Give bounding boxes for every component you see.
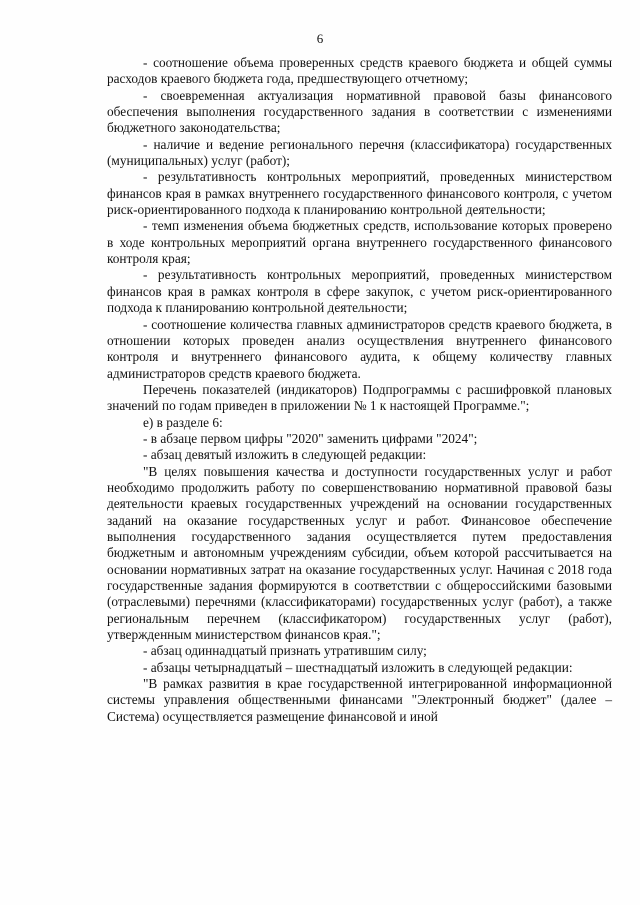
paragraph: - абзац одиннадцатый признать утратившим силу; (143, 643, 427, 659)
paragraph: - темп изменения объема бюджетных средств, использование которых проверено в ходе контрольных мероприятий органа внутреннего государственного финансового контроля края; (107, 218, 612, 267)
paragraph: - наличие и ведение регионального перечня (классификатора) государственных (муниципальных) услуг (работ); (107, 136, 612, 169)
paragraph: Перечень показателей (индикаторов) Подпрограммы с расшифровкой плановых значений по годам приведен в приложении № 1 к настоящей Программе."; (107, 381, 612, 414)
paragraph: - соотношение объема проверенных средств краевого бюджета и общей суммы расходов краевого бюджета года, предшествующего отчетному; (107, 55, 612, 87)
page-number: 6 (316, 31, 324, 46)
paragraph: - результативность контрольных мероприятий, проведенных министерством финансов края в рамках внутреннего государственного финансового контроля, с учетом риск-ориентированного подхода к планированию контрольной деятельности; (107, 169, 612, 218)
paragraph: - в абзаце первом цифры "2020" заменить цифрами "2024"; (143, 430, 478, 446)
paragraph: - абзац девятый изложить в следующей редакции: (143, 447, 427, 463)
paragraph: "В целях повышения качества и доступности государственных услуг и работ необходимо продолжить работу по совершенствованию нормативной правовой базы деятельности краевых государственных учреждений на основании государственных заданий на оказание государственных услуг и работ. Финансовое обеспечение выполнения государственного задания осуществляется путем предоставления бюджетным и автономным учреждениям субсидии, объем которой рассчитывается на основании нормативных затрат на оказание государственных услуг. Начиная с 2018 года государственные задания формируются в соответствии с общероссийскими базовыми (отраслевыми) перечнями (классификаторами) государственных услуг (работ), а также региональным перечнем (классификатором) государственных услуг (работ), утвержденным министерством финансов края."; (107, 463, 612, 643)
paragraph: - абзацы четырнадцатый – шестнадцатый изложить в следующей редакции: (143, 659, 573, 675)
paragraph: е) в разделе 6: (143, 414, 223, 430)
document-body (107, 55, 612, 725)
paragraph: - соотношение количества главных администраторов средств краевого бюджета, в отношении которых проведен анализ осуществления внутреннего финансового контроля и внутреннего финансового аудита, к общему количеству главных администраторов средств краевого бюджета. (107, 316, 612, 381)
paragraph: "В рамках развития в крае государственной интегрированной информационной системы управления общественными финансами "Электронный бюджет" (далее – Система) осуществляется размещение финансовой и иной (107, 676, 612, 724)
paragraph: - своевременная актуализация нормативной правовой базы финансового обеспечения выполнения государственного задания в соответствии с изменениями бюджетного законодательства; (107, 87, 612, 136)
paragraph: - результативность контрольных мероприятий, проведенных министерством финансов края в рамках контроля в сфере закупок, с учетом риск-ориентированного подхода к планированию контрольной деятельности; (107, 267, 612, 316)
